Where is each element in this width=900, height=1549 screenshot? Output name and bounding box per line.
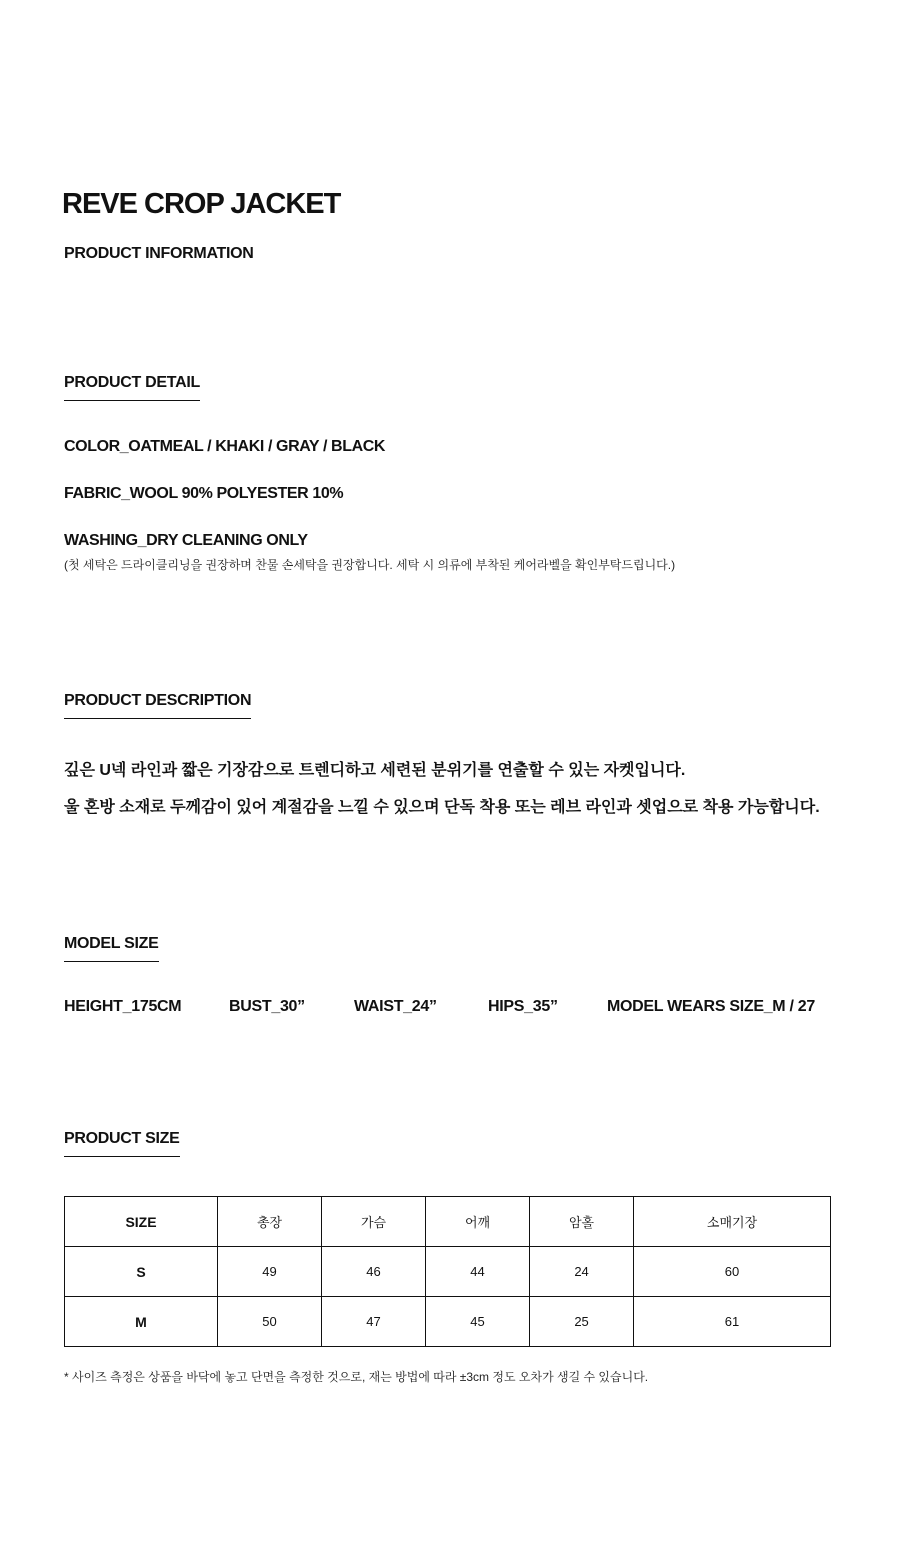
shoulder-column-header: 어깨: [426, 1197, 530, 1247]
sleeve-length-column-header: 소매기장: [634, 1197, 831, 1247]
shoulder-cell: 45: [426, 1297, 530, 1347]
shoulder-cell: 44: [426, 1247, 530, 1297]
chest-cell: 47: [322, 1297, 426, 1347]
chest-cell: 46: [322, 1247, 426, 1297]
length-cell: 50: [218, 1297, 322, 1347]
size-cell: S: [65, 1247, 218, 1297]
fabric-info: FABRIC_WOOL 90% POLYESTER 10%: [64, 485, 344, 502]
size-cell: M: [65, 1297, 218, 1347]
product-title: REVE CROP JACKET: [62, 188, 341, 220]
product-description-heading: PRODUCT DESCRIPTION: [64, 692, 251, 719]
armhole-cell: 24: [530, 1247, 634, 1297]
product-size-heading: PRODUCT SIZE: [64, 1130, 180, 1157]
description-line-1: 깊은 U넥 라인과 짧은 기장감으로 트렌디하고 세련된 분위기를 연출할 수 있는 자켓입니다.: [64, 762, 686, 779]
chest-column-header: 가슴: [322, 1197, 426, 1247]
armhole-cell: 25: [530, 1297, 634, 1347]
model-height: HEIGHT_175CM: [64, 998, 182, 1015]
product-detail-heading: PRODUCT DETAIL: [64, 374, 200, 401]
washing-note: (첫 세탁은 드라이클리닝을 권장하며 찬물 손세탁을 권장합니다. 세탁 시 의류에 부착된 케어라벨을 확인부탁드립니다.): [64, 558, 676, 572]
color-info: COLOR_OATMEAL / KHAKI / GRAY / BLACK: [64, 438, 386, 455]
size-table-header-row: [65, 1197, 831, 1247]
washing-info: WASHING_DRY CLEANING ONLY: [64, 532, 308, 549]
model-bust: BUST_30”: [229, 998, 305, 1015]
table-row: [65, 1247, 831, 1297]
product-information-label: PRODUCT INFORMATION: [64, 245, 254, 262]
length-cell: 49: [218, 1247, 322, 1297]
length-column-header: 총장: [218, 1197, 322, 1247]
description-line-2: 울 혼방 소재로 두께감이 있어 계절감을 느낄 수 있으며 단독 착용 또는 레브 라인과 셋업으로 착용 가능합니다.: [64, 799, 820, 816]
model-hips: HIPS_35”: [488, 998, 558, 1015]
sleeve-length-cell: 60: [634, 1247, 831, 1297]
table-row: [65, 1297, 831, 1347]
sleeve-length-cell: 61: [634, 1297, 831, 1347]
size-column-header: SIZE: [65, 1197, 218, 1247]
size-table: [64, 1196, 831, 1347]
model-waist: WAIST_24”: [354, 998, 437, 1015]
armhole-column-header: 암홀: [530, 1197, 634, 1247]
model-wears-size: MODEL WEARS SIZE_M / 27: [607, 998, 815, 1015]
size-footnote: * 사이즈 측정은 상품을 바닥에 놓고 단면을 측정한 것으로, 재는 방법에 따라 ±3cm 정도 오차가 생길 수 있습니다.: [64, 1370, 649, 1384]
model-size-heading: MODEL SIZE: [64, 935, 159, 962]
